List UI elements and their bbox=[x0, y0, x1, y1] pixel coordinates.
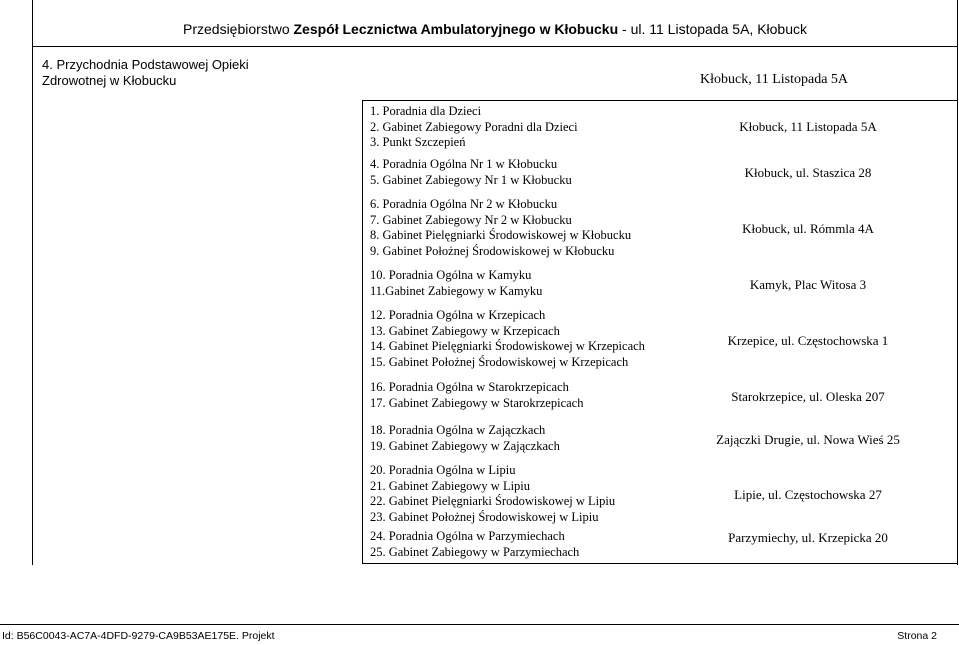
header-company: Zespół Lecznictwa Ambulatoryjnego w Kłobucku bbox=[293, 21, 619, 37]
list-item: 24. Poradnia Ogólna w Parzymiechach bbox=[370, 529, 565, 543]
list-item: 10. Poradnia Ogólna w Kamyku bbox=[370, 268, 532, 282]
group-2 bbox=[370, 157, 572, 188]
list-item: 8. Gabinet Pielęgniarki Środowiskowej w Kłobucku bbox=[370, 228, 632, 242]
footer-divider bbox=[0, 624, 959, 625]
list-item: 4. Poradnia Ogólna Nr 1 w Kłobucku bbox=[370, 157, 558, 171]
list-item: 22. Gabinet Pielęgniarki Środowiskowej w Lipiu bbox=[370, 494, 616, 508]
group-9-address: Parzymiechy, ul. Krzepicka 20 bbox=[728, 530, 888, 545]
table-left-border bbox=[362, 100, 363, 564]
list-item: 1. Poradnia dla Dzieci bbox=[370, 104, 482, 118]
group-1 bbox=[370, 104, 578, 151]
list-item: 16. Poradnia Ogólna w Starokrzepicach bbox=[370, 380, 569, 394]
section-address: Kłobuck, 11 Listopada 5A bbox=[700, 72, 849, 87]
page-header bbox=[33, 20, 957, 38]
table-bottom-border bbox=[362, 563, 957, 564]
group-3-address: Kłobuck, ul. Rómmla 4A bbox=[742, 221, 874, 236]
group-4-address: Kamyk, Plac Witosa 3 bbox=[749, 277, 867, 292]
header-divider bbox=[33, 46, 957, 47]
list-item: 20. Poradnia Ogólna w Lipiu bbox=[370, 463, 516, 477]
list-item: 15. Gabinet Położnej Środowiskowej w Krzepicach bbox=[370, 354, 629, 369]
list-item: 9. Gabinet Położnej Środowiskowej w Kłobucku bbox=[370, 243, 615, 258]
header-suffix: - ul. 11 Listopada 5A, Kłobuck bbox=[618, 21, 807, 37]
group-4 bbox=[370, 268, 542, 299]
list-item: 19. Gabinet Zabiegowy w Zajączkach bbox=[370, 438, 560, 453]
group-5-address: Krzepice, ul. Częstochowska 1 bbox=[727, 333, 889, 348]
group-3 bbox=[370, 197, 631, 259]
group-6 bbox=[370, 380, 583, 411]
list-item: 25. Gabinet Zabiegowy w Parzymiechach bbox=[370, 544, 580, 559]
table-top-border bbox=[362, 100, 957, 101]
frame-left-border bbox=[32, 0, 33, 565]
list-item: 13. Gabinet Zabiegowy w Krzepicach bbox=[370, 323, 560, 338]
group-9 bbox=[370, 529, 579, 560]
group-8-address: Lipie, ul. Częstochowska 27 bbox=[734, 487, 882, 502]
group-8 bbox=[370, 463, 615, 525]
list-item: 18. Poradnia Ogólna w Zajączkach bbox=[370, 423, 546, 437]
section-title: 4. Przychodnia Podstawowej Opieki Zdrowotnej w Kłobucku bbox=[42, 57, 249, 88]
list-item: 5. Gabinet Zabiegowy Nr 1 w Kłobucku bbox=[370, 172, 572, 187]
list-item: 21. Gabinet Zabiegowy w Lipiu bbox=[370, 478, 531, 493]
list-item: 3. Punkt Szczepień bbox=[370, 135, 466, 149]
list-item: 7. Gabinet Zabiegowy Nr 2 w Kłobucku bbox=[370, 212, 572, 227]
frame-right-border bbox=[957, 0, 958, 565]
list-item: 17. Gabinet Zabiegowy w Starokrzepicach bbox=[370, 395, 584, 410]
group-2-address: Kłobuck, ul. Staszica 28 bbox=[744, 165, 872, 180]
list-item: 6. Poradnia Ogólna Nr 2 w Kłobucku bbox=[370, 197, 558, 211]
group-1-address: Kłobuck, 11 Listopada 5A bbox=[739, 119, 877, 134]
group-7 bbox=[370, 423, 560, 454]
list-item: 14. Gabinet Pielęgniarki Środowiskowej w Krzepicach bbox=[370, 339, 645, 353]
group-6-address: Starokrzepice, ul. Oleska 207 bbox=[731, 389, 885, 404]
group-5 bbox=[370, 308, 645, 370]
list-item: 2. Gabinet Zabiegowy Poradni dla Dzieci bbox=[370, 119, 578, 134]
list-item: 23. Gabinet Położnej Środowiskowej w Lipiu bbox=[370, 509, 599, 524]
header-prefix: Przedsiębiorstwo bbox=[183, 21, 294, 37]
page-number: Strona 2 bbox=[897, 630, 937, 642]
group-7-address: Zajączki Drugie, ul. Nowa Wieś 25 bbox=[716, 432, 900, 447]
list-item: 11.Gabinet Zabiegowy w Kamyku bbox=[370, 283, 543, 298]
document-id: Id: B56C0043-AC7A-4DFD-9279-CA9B53AE175E. Projekt bbox=[2, 630, 275, 642]
list-item: 12. Poradnia Ogólna w Krzepicach bbox=[370, 308, 546, 322]
